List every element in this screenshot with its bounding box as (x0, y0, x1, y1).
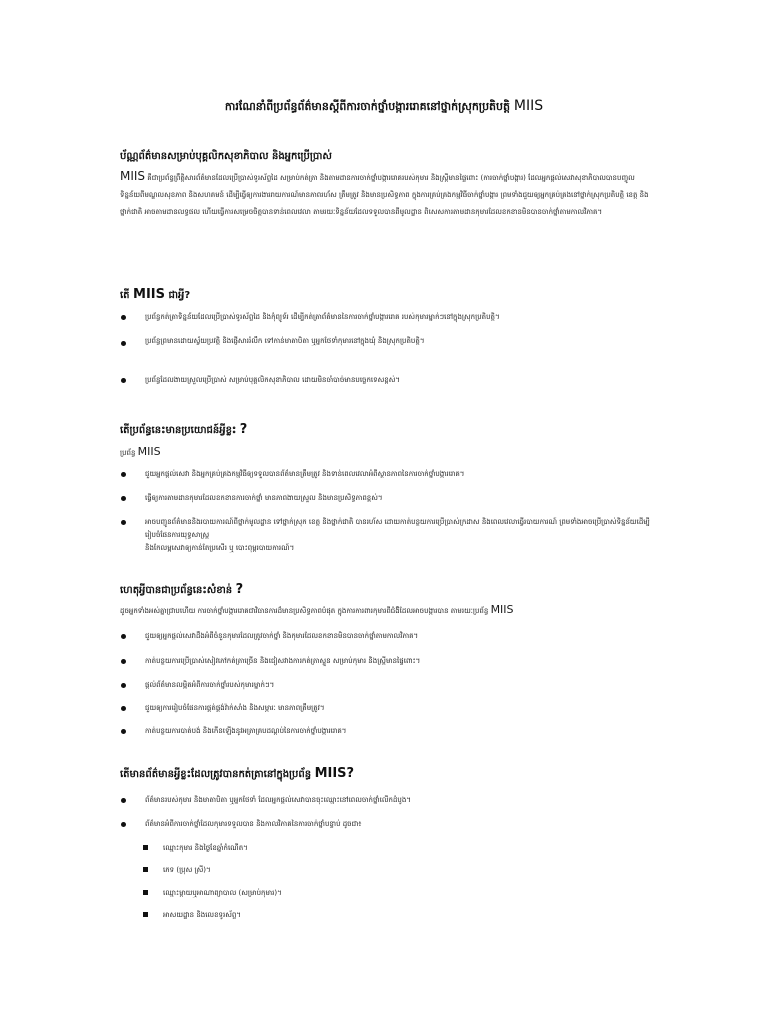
heading-mark: ? (235, 582, 244, 597)
heading-prefix: តើ (120, 290, 130, 301)
bullet-icon (121, 822, 126, 827)
square-bullet-icon (143, 890, 148, 895)
bullet-icon (121, 520, 126, 525)
list-item: កាត់បន្ថយការបាត់បង់ និងកើនឡើងនូវអត្រាគ្របដណ្តប់នៃការចាក់ថ្នាំបង្ការរោគ។ (145, 727, 347, 735)
section-heading-what-is (120, 288, 190, 303)
sub-list-item: ភេទ (ប្រុស ស្រី)។ (163, 866, 211, 874)
heading-text: ហេតុអ្វីបានជាប្រព័ន្ធនេះសំខាន់ (120, 585, 233, 596)
heading-mark: ? (239, 422, 248, 437)
list-item: ប្រព័ន្ធដែលងាយស្រួលប្រើប្រាស់ សម្រាប់បុគ្គលិកសុខាភិបាល ដោយមិនចាំបាច់មានបច្ចេកទេសខ្ពស់។ (145, 376, 400, 384)
sub-list-item: ឈ្មោះម្តាយឬអាណាព្យាបាល (សម្រាប់កុមារ)។ (163, 889, 282, 897)
bullet-icon (121, 496, 126, 501)
intro-latin: MIIS (490, 603, 514, 616)
bullet-icon (121, 378, 126, 383)
section-intro (120, 604, 680, 617)
heading-latin: MIIS? (314, 766, 355, 781)
section-heading-benefits (120, 423, 247, 438)
sub-list-item: អាសយដ្ឋាន និងលេខទូរស័ព្ទ។ (163, 911, 241, 919)
list-item: អាចបញ្ជូនព័ត៌មាននិងរបាយការណ៍ពីថ្នាក់មូលដ្ឋាន ទៅថ្នាក់ស្រុក ខេត្ត និងថ្នាក់ជាតិ បានរហ័ស ដោយកាត់បន្ថយការប្រើប្រាស់ក្រដាស និងពេលវេលាធ្វើរបាយការណ៍ ព្រមទាំងអាចប្រើប្រាស់ទិន្នន័យដើម្បីរៀបចំផែនការយុទ្ធសាស្ត្រ និងកែលម្អសេវាឲ្យកាន់តែប្រសើរ ឬ បោះពុម្ពរបាយការណ៍។ (145, 518, 650, 552)
heading-suffix: ជាអ្វី? (168, 290, 191, 301)
list-item: ផ្តល់ព័ត៌មានលម្អិតអំពីការចាក់ថ្នាំរបស់កុមារម្នាក់ៗ។ (145, 681, 275, 689)
square-bullet-icon (143, 867, 148, 872)
bullet-icon (121, 729, 126, 734)
square-bullet-icon (143, 845, 148, 850)
bullet-icon (121, 659, 126, 664)
heading-text: តើមានព័ត៌មានអ្វីខ្លះដែលត្រូវបានកត់ត្រានៅក្នុងប្រព័ន្ធ (120, 769, 312, 780)
list-item: ជួយអ្នកផ្តល់សេវា និងអ្នកគ្រប់គ្រងកម្មវិធីឲ្យទទួលបានព័ត៌មានត្រឹមត្រូវ និងទាន់ពេលវេលាអំពីស្ថានភាពនៃការចាក់ថ្នាំបង្ការរោគ។ (145, 470, 465, 478)
title-latin: MIIS (513, 98, 544, 114)
square-bullet-icon (143, 912, 148, 917)
list-item: ព័ត៌មានអំពីការចាក់ថ្នាំដែលកុមារទទួលបាន និងកាលវិភាគនៃការចាក់ថ្នាំបន្ទាប់ ដូចជា៖ (145, 820, 362, 828)
section-intro (120, 447, 161, 458)
bullet-icon (121, 341, 126, 346)
list-item: កាត់បន្ថយការប្រើប្រាស់សៀវភៅកត់ត្រាច្រើន និងជៀសវាងការកត់ត្រាស្ទួន សម្រាប់កុមារ និងស្ត្រីមានផ្ទៃពោះ។ (145, 657, 421, 665)
list-item: ធ្វើឲ្យការតាមដានកុមារដែលខកខានការចាក់ថ្នាំ មានភាពងាយស្រួល និងមានប្រសិទ្ធភាពខ្ពស់។ (145, 494, 383, 502)
list-item: ជួយឲ្យអ្នកផ្តល់សេវាដឹងអំពីចំនួនកុមារដែលត្រូវចាក់ថ្នាំ និងកុមារដែលខកខានមិនបានចាក់ថ្នាំតាមកាលវិភាគ។ (145, 632, 419, 640)
section-heading-recorded-info (120, 767, 354, 782)
intro-lead-latin: MIIS (120, 169, 146, 183)
title-khmer: ការណែនាំពីប្រព័ន្ធព័ត៌មានស្តីពីការចាក់ថ្នាំបង្ការរោគនៅថ្នាក់ស្រុកប្រតិបត្តិ (224, 100, 511, 113)
list-item: ប្រព័ន្ធកត់ត្រាទិន្នន័យដែលប្រើប្រាស់ទូរស័ព្ទដៃ និងកុំព្យូទ័រ ដើម្បីកត់ត្រាព័ត៌មាននៃការចាក់ថ្នាំបង្ការរោគ របស់កុមារម្នាក់ៗនៅក្នុងស្រុកប្រតិបត្តិ។ (145, 313, 500, 321)
heading-text: តើប្រព័ន្ធនេះមានប្រយោជន៍អ្វីខ្លះ (120, 425, 237, 436)
intro-prefix: ប្រព័ន្ធ (120, 449, 136, 457)
list-item: ជួយឲ្យការរៀបចំផែនការផ្គត់ផ្គង់វ៉ាក់សាំង និងសម្ភារៈ មានភាពត្រឹមត្រូវ។ (145, 704, 325, 712)
bullet-icon (121, 706, 126, 711)
document-title (0, 98, 768, 115)
bullet-icon (121, 472, 126, 477)
intro-paragraph-text: គឺជាប្រព័ន្ធព្រឹត្តិសារព័ត៌មានដែលប្រើប្រាស់ទូរស័ព្ទដៃ សម្រាប់កត់ត្រា និងតាមដានការចាក់ថ្នាំបង្ការរោគរបស់កុមារ និងស្ត្រីមានផ្ទៃពោះ (ការចាក់ថ្នាំបង្ការ) ដែលអ្នកផ្តល់សេវាសុខាភិបាលបានបញ្ចូលទិន្នន័យពីមណ្ឌលសុខភាព និងសហគមន៍ ដើម្បីធ្វើឲ្យការងាររាយការណ៍មានភាពរហ័ស ត្រឹមត្រូវ និងមានប្រសិទ្ធភាព ក្នុងការគ្រប់គ្រងកម្មវិធីចាក់ថ្នាំបង្ការ ព្រមទាំងជួយឲ្យអ្នកគ្រប់គ្រងនៅថ្នាក់ស្រុកប្រតិបត្តិ ខេត្ត និងថ្នាក់ជាតិ អាចតាមដានលទ្ធផល ហើយធ្វើការសម្រេចចិត្តបានទាន់ពេលវេលា តាមរយៈទិន្នន័យដែលទទួលបានពីមូលដ្ឋាន ពិសេសការតាមដានកុមារដែលខកខានមិនបានចាក់ថ្នាំតាមកាលវិភាគ។ (120, 174, 649, 216)
bullet-icon (121, 634, 126, 639)
section-heading-intro: ប័ណ្ណព័ត៌មានសម្រាប់បុគ្គលិកសុខាភិបាល និងអ្នកប្រើប្រាស់ (120, 151, 332, 162)
intro-prefix: ដូចអ្នកទាំងអស់គ្នាជ្រាបហើយ ការចាក់ថ្នាំបង្ការរោគជាវិធានការដ៏មានប្រសិទ្ធភាពបំផុត ក្នុងការការពារកុមារពីជំងឺដែលអាចបង្ការបាន តាមរយៈប្រព័ន្ធ (120, 607, 489, 615)
section-heading-importance (120, 583, 243, 598)
bullet-icon (121, 798, 126, 803)
sub-list-item: ឈ្មោះកុមារ និងថ្ងៃខែឆ្នាំកំណើត។ (163, 844, 248, 852)
list-item: ប្រព័ន្ធព្រមានដោយស្វ័យប្រវត្តិ និងផ្ញើសាររំលឹក ទៅកាន់មាតាបិតា ឬអ្នកថែទាំកុមារនៅក្នុងឃុំ និងស្រុកប្រតិបត្តិ។ (145, 337, 425, 345)
heading-latin: MIIS (133, 287, 165, 302)
bullet-icon (121, 315, 126, 320)
intro-paragraph (120, 168, 650, 221)
bullet-icon (121, 683, 126, 688)
intro-latin: MIIS (137, 445, 161, 458)
list-item: ព័ត៌មានរបស់កុមារ និងមាតាបិតា ឬអ្នកថែទាំ ដែលអ្នកផ្តល់សេវាបានចុះឈ្មោះនៅពេលចាក់ថ្នាំលើកដំបូង។ (145, 796, 411, 804)
